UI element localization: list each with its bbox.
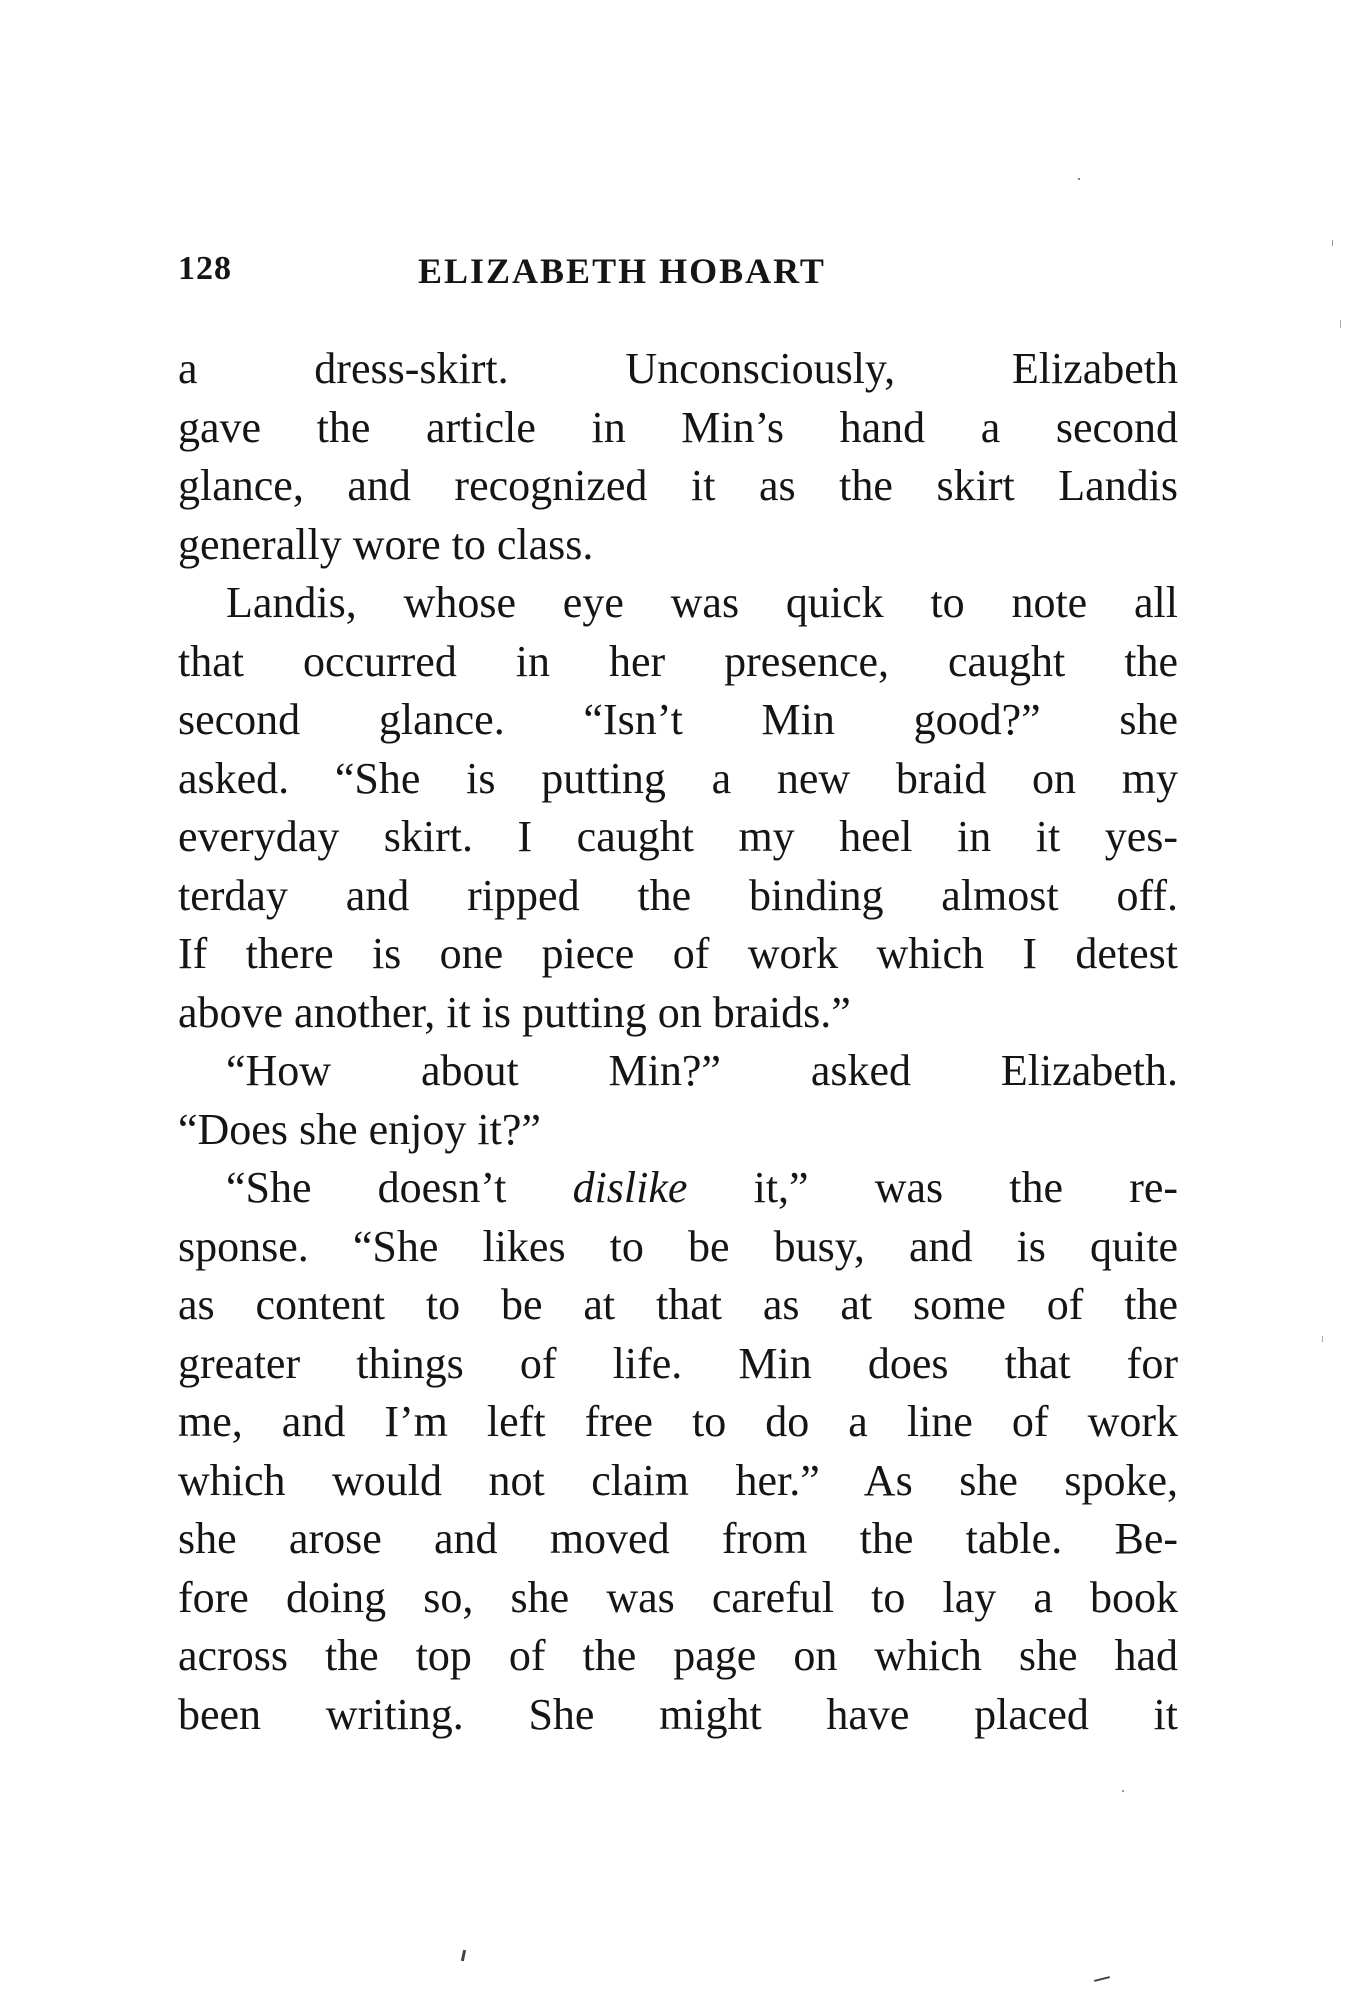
- text-line: across the top of the page on which she had: [178, 1631, 1178, 1680]
- page-number: 128: [178, 250, 232, 287]
- text-line: been writing. She might have placed it: [178, 1689, 1178, 1739]
- text-line: asked. “She is putting a new braid on my: [178, 753, 1178, 803]
- text-line: glance, and recognized it as the skirt Landis: [178, 461, 1178, 510]
- text-line: second glance. “Isn’t Min good?” she: [178, 695, 1178, 744]
- text-line: terday and ripped the binding almost off.: [178, 870, 1178, 920]
- text-line: sponse. “She likes to be busy, and is quite: [178, 1221, 1178, 1271]
- print-speck: [461, 1950, 466, 1961]
- text-line: everyday skirt. I caught my heel in it yes-: [178, 812, 1178, 861]
- print-speck: [1322, 1336, 1323, 1342]
- print-speck: [1122, 1790, 1124, 1792]
- text-line: gave the article in Min’s hand a second: [178, 402, 1178, 452]
- text-line: that occurred in her presence, caught the: [178, 636, 1178, 686]
- text-line: “Does she enjoy it?”: [178, 1104, 541, 1154]
- print-speck: [1340, 320, 1341, 328]
- text-line: generally wore to class.: [178, 519, 594, 569]
- body-text: [178, 340, 1178, 1744]
- italic-word: dislike: [572, 1163, 688, 1212]
- text-segment: “She doesn’t: [226, 1163, 507, 1212]
- text-line: fore doing so, she was careful to lay a book: [178, 1572, 1178, 1622]
- text-line: above another, it is putting on braids.”: [178, 987, 851, 1037]
- text-line: me, and I’m left free to do a line of work: [178, 1397, 1178, 1446]
- text-line: [178, 1159, 1178, 1218]
- text-line: a dress-skirt. Unconsciously, Elizabeth: [178, 344, 1178, 393]
- print-speck: [1078, 178, 1080, 180]
- print-speck: [1332, 240, 1333, 246]
- text-line: “How about Min?” asked Elizabeth.: [226, 1046, 1178, 1095]
- running-title: ELIZABETH HOBART: [418, 251, 826, 291]
- text-line: as content to be at that as at some of the: [178, 1280, 1178, 1329]
- text-line: greater things of life. Min does that for: [178, 1338, 1178, 1388]
- text-line: Landis, whose eye was quick to note all: [226, 578, 1178, 627]
- page-header: [178, 250, 1178, 300]
- print-speck: [1094, 1976, 1110, 1982]
- text-line: If there is one piece of work which I detest: [178, 929, 1178, 978]
- text-line: she arose and moved from the table. Be-: [178, 1514, 1178, 1563]
- text-segment: it,” was the re-: [753, 1163, 1179, 1212]
- text-line: which would not claim her.” As she spoke,: [178, 1455, 1178, 1505]
